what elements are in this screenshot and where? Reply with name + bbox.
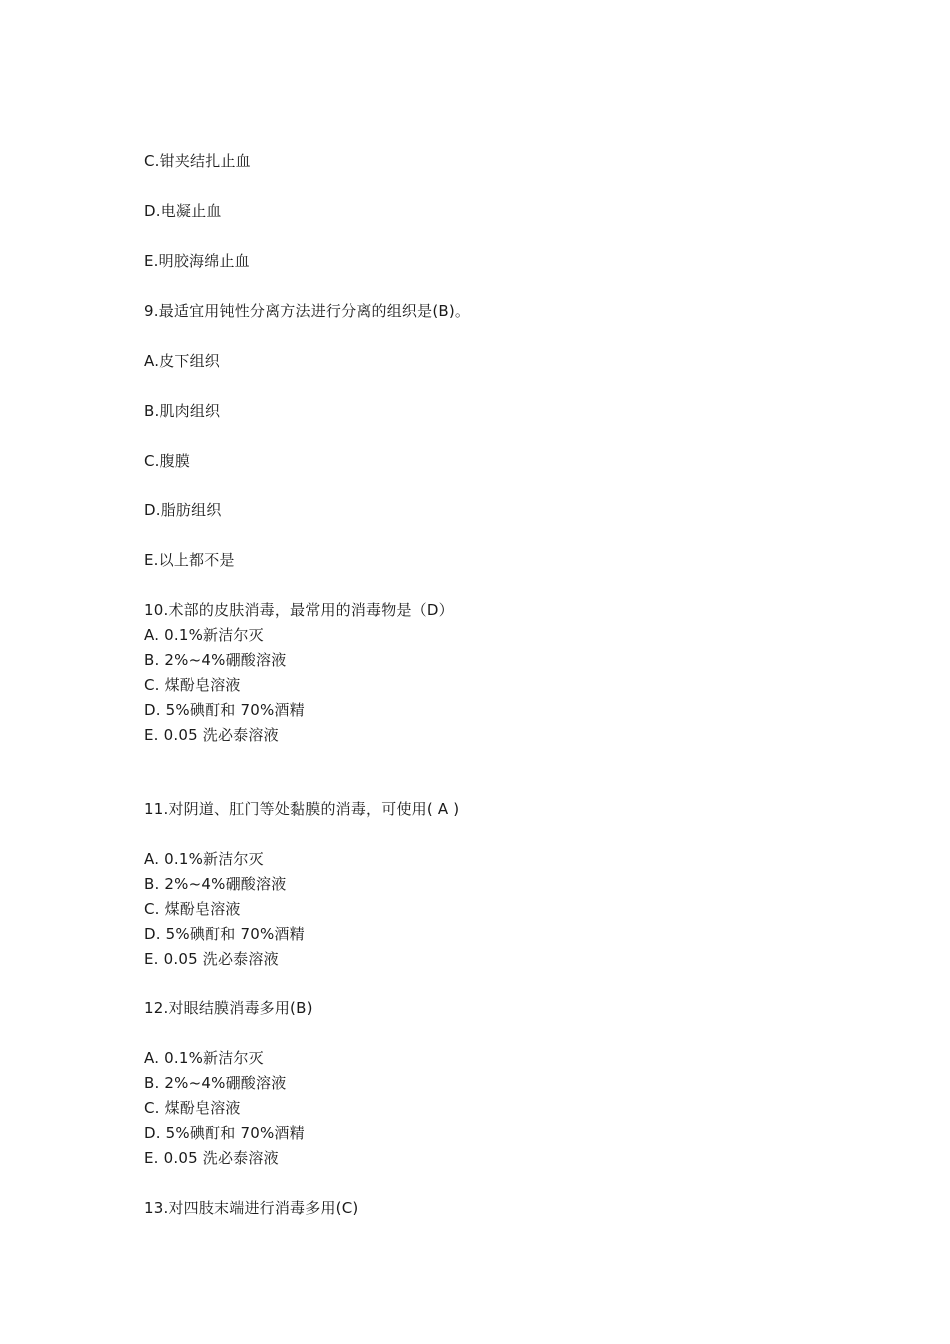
question-line: 13.对四肢末端进行消毒多用(C) — [144, 1199, 359, 1217]
option-line: C.钳夹结扎止血 — [144, 152, 251, 170]
option-line: A. 0.1%新洁尔灭 — [144, 850, 264, 868]
option-line: A. 0.1%新洁尔灭 — [144, 626, 264, 644]
option-line: D.电凝止血 — [144, 202, 222, 220]
option-line: B. 2%~4%硼酸溶液 — [144, 651, 287, 669]
option-line: B.肌肉组织 — [144, 402, 221, 420]
option-line: C. 煤酚皂溶液 — [144, 676, 241, 694]
option-line: E.以上都不是 — [144, 551, 235, 569]
option-line: A.皮下组织 — [144, 352, 220, 370]
option-line: B. 2%~4%硼酸溶液 — [144, 875, 287, 893]
question-line: 9.最适宜用钝性分离方法进行分离的组织是(B)。 — [144, 302, 471, 320]
option-line: C.腹膜 — [144, 452, 191, 470]
option-line: C. 煤酚皂溶液 — [144, 1099, 241, 1117]
option-line: D.脂肪组织 — [144, 501, 222, 519]
option-line: C. 煤酚皂溶液 — [144, 900, 241, 918]
option-line: D. 5%碘酊和 70%酒精 — [144, 701, 305, 719]
option-line: B. 2%~4%硼酸溶液 — [144, 1074, 287, 1092]
option-line: E. 0.05 洗必泰溶液 — [144, 1149, 279, 1167]
question-line: 12.对眼结膜消毒多用(B) — [144, 999, 313, 1017]
question-line: 10.术部的皮肤消毒，最常用的消毒物是（D） — [144, 601, 454, 619]
option-line: E. 0.05 洗必泰溶液 — [144, 950, 279, 968]
option-line: D. 5%碘酊和 70%酒精 — [144, 1124, 305, 1142]
option-line: E. 0.05 洗必泰溶液 — [144, 726, 279, 744]
option-line: E.明胶海绵止血 — [144, 252, 250, 270]
option-line: D. 5%碘酊和 70%酒精 — [144, 925, 305, 943]
question-line: 11.对阴道、肛门等处黏膜的消毒，可使用( A ) — [144, 800, 460, 818]
option-line: A. 0.1%新洁尔灭 — [144, 1049, 264, 1067]
